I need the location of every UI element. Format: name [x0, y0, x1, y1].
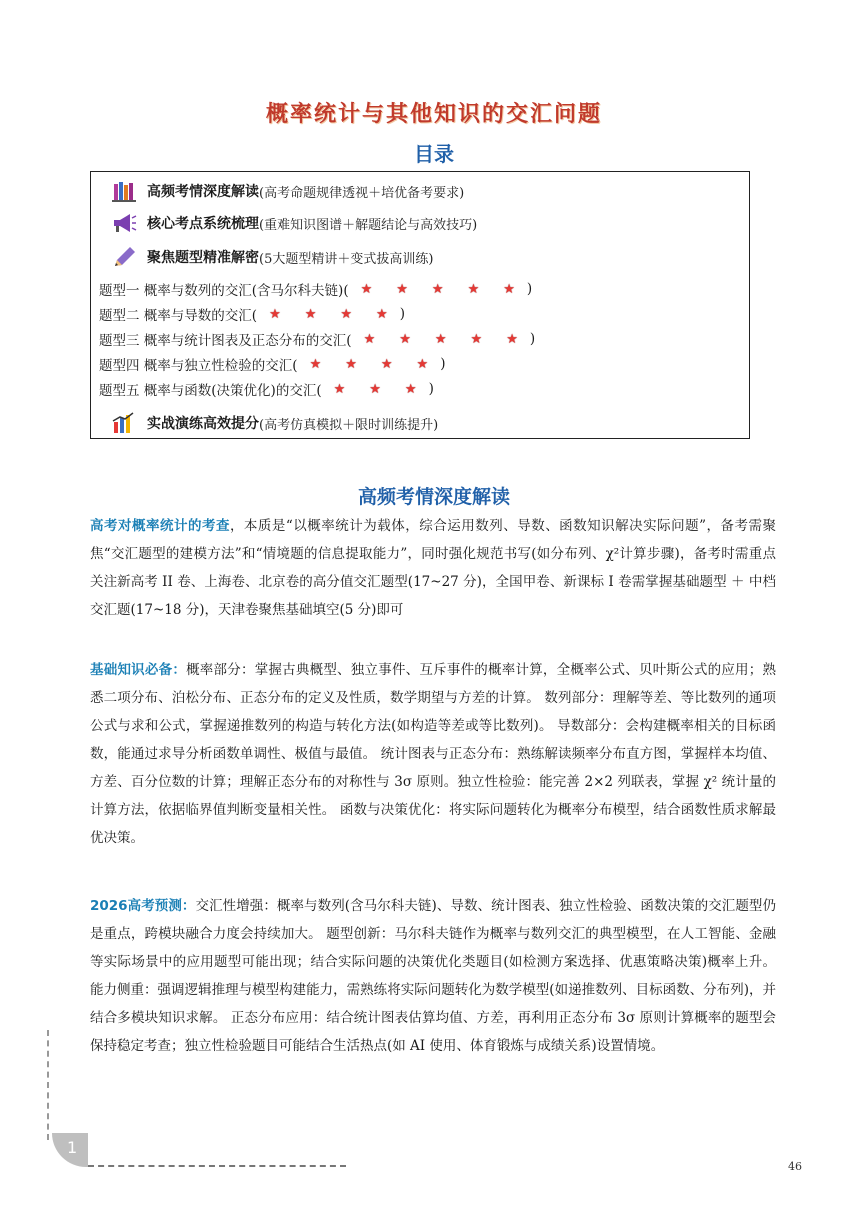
star-icon: ★ — [333, 381, 346, 397]
pencil-icon — [111, 246, 137, 268]
paragraph-exam-overview — [90, 512, 776, 624]
star-icon: ★ — [309, 356, 322, 372]
star-icon: ★ — [431, 281, 444, 297]
toc-section-subtitle: (5大题型精讲＋变式拔高训练) — [259, 251, 434, 267]
star-icon: ★ — [380, 356, 393, 372]
toc-type-close: ) — [440, 356, 446, 372]
paragraph-basics — [90, 656, 776, 852]
toc-type-label: 题型一 概率与数列的交汇(含马尔科夫链)( — [99, 283, 349, 299]
difficulty-stars — [257, 307, 400, 322]
toc-type-close: ) — [529, 331, 536, 347]
star-icon: ★ — [369, 381, 381, 397]
toc-section-title: 聚焦题型精准解密 — [147, 250, 259, 266]
star-icon: ★ — [506, 331, 518, 347]
toc-section-title: 实战演练高效提分 — [147, 416, 259, 432]
paragraph-body: 交汇性增强：概率与数列(含马尔科夫链)、导数、统计图表、独立性检验、函数决策的交汇题型仍是重点，跨模块融合力度会持续加大。 题型创新：马尔科夫链作为概率与数列交汇的典型模型，在人工智能、金融等实际场景中的应用题型可能出现；结合实际问题的决策优化类题目(如检测方案选择、优惠策略决策)概率上升。 能力侧重：强调逻辑推理与模型构建能力，需熟练将实际问题转化为数学模型(如递推数列、目标函数、分布列)，并结合多模块知识求解。 正态分布应用：结合统计图表估算均值、方差，再利用正态分布 3σ 原则计算概率的题型会保持稳定考查；独立性检验题目可能结合生活热点(如 AI 使用、体育锻炼与成绩关系)设置情境。 — [90, 898, 776, 1054]
difficulty-stars — [349, 282, 527, 297]
star-icon: ★ — [360, 281, 373, 297]
star-icon: ★ — [503, 281, 515, 297]
star-icon: ★ — [345, 356, 357, 372]
toc-heading: 目录 — [414, 142, 454, 166]
books-icon — [111, 180, 137, 202]
toc-type-close: ) — [428, 381, 434, 397]
page-number: 46 — [788, 1160, 802, 1173]
paragraph-body: ，本质是“以概率统计为载体，综合运用数列、导数、函数知识解决实际问题”，备考需聚焦“交汇题型的建模方法”和“情境题的信息提取能力”，同时强化规范书写(如分布列、χ²计算步骤)，备考时需重点关注新高考 II 卷、上海卷、北京卷的高分值交汇题型(17~27 分)，全国甲卷、新课标 I 卷需掌握基础题型 ＋ 中档交汇题(17~18 分)，天津卷聚焦基础填空(5 分)即可 — [90, 518, 776, 618]
page-tab-number: 1 — [67, 1138, 78, 1157]
margin-dashed-line — [47, 1030, 49, 1140]
toc-type-label: 题型五 概率与函数(决策优化)的交汇( — [99, 383, 322, 399]
toc-section-subtitle: (高考仿真模拟＋限时训练提升) — [259, 417, 439, 433]
star-icon: ★ — [416, 356, 429, 372]
toc-type-4[interactable] — [99, 353, 445, 375]
star-icon: ★ — [363, 331, 376, 347]
difficulty-stars — [298, 357, 441, 372]
toc-type-label: 题型三 概率与统计图表及正态分布的交汇( — [99, 333, 352, 349]
paragraph-lead: 高考对概率统计的考查 — [90, 518, 230, 534]
toc-section-subtitle: (重难知识图谱＋解题结论与高效技巧) — [259, 217, 478, 233]
star-icon: ★ — [376, 306, 388, 322]
difficulty-stars — [352, 332, 530, 347]
star-icon: ★ — [404, 381, 417, 397]
star-icon: ★ — [467, 281, 480, 297]
toc-type-1[interactable] — [99, 278, 532, 300]
toc-type-close: ) — [526, 281, 533, 297]
paragraph-body: 概率部分：掌握古典概型、独立事件、互斥事件的概率计算，全概率公式、贝叶斯公式的应用；熟悉二项分布、泊松分布、正态分布的定义及性质，数学期望与方差的计算。 数列部分：理解等差、等比数列的通项公式与求和公式，掌握递推数列的构造与转化方法(如构造等差或等比数列)。 导数部分：会构建概率相关的目标函数，能通过求导分析函数单调性、极值与最值。 统计图表与正态分布：熟练解读频率分布直方图，掌握样本均值、方差、百分位数的计算；理解正态分布的对称性与 3σ 原则。独立性检验：能完善 2×2 列联表，掌握 χ² 统计量的计算方法，依据临界值判断变量相关性。 函数与决策优化：将实际问题转化为概率分布模型，结合函数性质求解最优决策。 — [90, 662, 777, 846]
toc-section-2[interactable] — [111, 212, 477, 234]
toc-type-label: 题型二 概率与导数的交汇( — [99, 308, 258, 324]
document-title: 概率统计与其他知识的交汇问题 — [265, 101, 602, 127]
chart-icon — [111, 412, 137, 434]
toc-section-title: 核心考点系统梳理 — [147, 216, 259, 232]
star-icon: ★ — [304, 306, 317, 322]
paragraph-lead: 基础知识必备： — [90, 662, 187, 678]
toc-type-label: 题型四 概率与独立性检验的交汇( — [99, 358, 298, 374]
toc-section-title: 高频考情深度解读 — [147, 184, 259, 200]
table-of-contents — [90, 171, 750, 439]
star-icon: ★ — [470, 331, 483, 347]
toc-section-1[interactable] — [111, 180, 464, 202]
toc-type-3[interactable] — [99, 328, 535, 350]
toc-section-practice[interactable] — [111, 412, 438, 434]
paragraph-lead: 2026高考预测： — [90, 898, 196, 914]
toc-type-2[interactable] — [99, 303, 405, 325]
toc-type-5[interactable] — [99, 378, 434, 400]
section-heading: 高频考情深度解读 — [357, 486, 510, 508]
difficulty-stars — [322, 382, 429, 397]
footer-dashed-line — [88, 1165, 346, 1167]
paragraph-prediction — [90, 892, 776, 1060]
star-icon: ★ — [269, 306, 281, 322]
toc-section-3[interactable] — [111, 246, 433, 268]
star-icon: ★ — [434, 331, 447, 347]
star-icon: ★ — [399, 331, 411, 347]
star-icon: ★ — [396, 281, 408, 297]
toc-section-subtitle: (高考命题规律透视＋培优备考要求) — [259, 185, 465, 201]
megaphone-icon — [111, 212, 137, 234]
toc-type-close: ) — [399, 306, 405, 322]
star-icon: ★ — [340, 306, 353, 322]
